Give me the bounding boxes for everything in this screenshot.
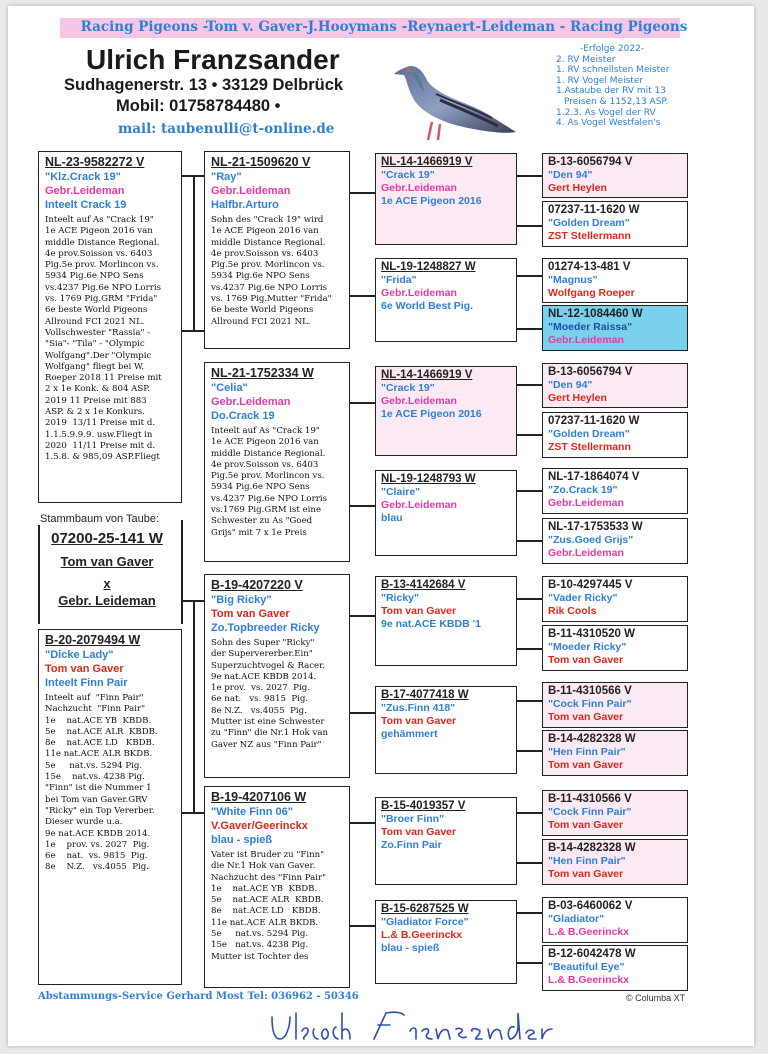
breeder-name: L.& B.Geerinckx (381, 929, 463, 941)
ring-number: B-11-4310566 V (548, 793, 632, 805)
ancestor-card-gen4[interactable] (542, 305, 688, 351)
pigeon-name: "Frida" (381, 274, 417, 286)
pigeon-name: "Moeder Ricky" (548, 641, 627, 653)
ancestor-card-gen4[interactable] (542, 412, 688, 458)
pigeon-name: "Den 94" (548, 169, 593, 181)
ring-number: B-13-6056794 V (548, 156, 633, 168)
breeder-name: Tom van Gaver (45, 663, 124, 675)
stammbaum-border (181, 520, 183, 624)
pigeon-name: "Ray" (211, 171, 242, 183)
connector-line (516, 962, 542, 964)
result-item: 4. As Vogel Westfalen's (556, 118, 661, 129)
pigeon-info: blau - spieß (381, 942, 440, 954)
pigeon-name: "Vader Ricky" (548, 592, 618, 604)
pigeon-name: "Klz.Crack 19" (45, 171, 121, 183)
pigeon-name: "Moeder Raissa" (548, 321, 633, 333)
result-item: 2. RV Meister (556, 54, 616, 65)
breeder-name: Tom van Gaver (548, 868, 624, 880)
pigeon-name: "Hen Finn Pair" (548, 855, 626, 867)
pigeon-name: "Ricky" (381, 592, 419, 604)
ring-number: NL-17-1864074 V (548, 471, 640, 483)
granddam-maternal-card[interactable] (204, 786, 350, 988)
pigeon-name: "Broer Finn" (381, 813, 445, 825)
ring-number: B-15-6287525 W (381, 903, 469, 915)
breeder-name: Tom van Gaver (548, 654, 624, 666)
ring-number: B-13-6056794 V (548, 366, 633, 378)
pigeon-name: "Crack 19" (381, 382, 435, 394)
ring-number: B-15-4019357 V (381, 800, 466, 812)
ancestor-card-gen3[interactable] (375, 470, 517, 556)
breeder-name: V.Gaver/Geerinckx (211, 820, 308, 832)
breeder-name: Rik Cools (548, 605, 597, 617)
connector-line (516, 648, 542, 650)
pigeon-name: "Beautiful Eye" (548, 961, 625, 973)
stammbaum-dam: Gebr. Leideman (58, 593, 156, 608)
connector-line (349, 822, 375, 824)
ring-number: B-20-2079494 W (45, 633, 141, 647)
pigeon-name: "Celia" (211, 382, 248, 394)
pigeon-info: Do.Crack 19 (211, 410, 275, 422)
connector-line (349, 295, 375, 297)
pigeon-name: "Cock Finn Pair" (548, 806, 632, 818)
grandsire-maternal-card[interactable] (204, 574, 350, 778)
pigeon-info: gehämmert (381, 728, 438, 740)
ancestor-card-gen3[interactable] (375, 366, 517, 456)
breeder-name: Tom van Gaver (381, 715, 457, 727)
ancestor-card-gen4[interactable] (542, 201, 688, 247)
ring-number: B-03-6460062 V (548, 900, 633, 912)
breeder-name: Gebr.Leideman (381, 499, 457, 511)
pigeon-name: "White Finn 06" (211, 806, 293, 818)
breeder-name: ZST Stellermann (548, 230, 631, 242)
ancestor-card-gen4[interactable] (542, 153, 688, 198)
pigeon-info: 6e World Best Pig. (381, 300, 473, 312)
ring-number: B-12-6042478 W (548, 948, 636, 960)
granddam-paternal-card[interactable] (204, 362, 350, 562)
stammbaum-ring: 07200-25-141 W (51, 530, 163, 547)
pigeon-info: 1e ACE Pigeon 2016 (381, 195, 482, 207)
handwritten-signature (266, 1005, 556, 1049)
ring-number: NL-21-1509620 V (211, 155, 311, 169)
breeder-name: Tom van Gaver (548, 711, 624, 723)
results-list (556, 44, 686, 129)
breeder-name: Gebr.Leideman (381, 182, 457, 194)
ring-number: 07237-11-1620 W (548, 415, 640, 427)
pedigree-service-footer: Abstammungs-Service Gerhard Most Tel: 036962 - 50346 (38, 991, 359, 1002)
breeder-name: Wolfgang Roeper (548, 287, 635, 299)
pigeon-name: "Den 94" (548, 379, 593, 391)
ring-number: NL-19-1248793 W (381, 473, 476, 485)
ancestor-card-gen3[interactable] (375, 153, 517, 245)
ancestor-card-gen3[interactable] (375, 258, 517, 342)
ring-number: NL-14-1466919 V (381, 369, 473, 381)
pigeon-name: "Dicke Lady" (45, 649, 114, 661)
connector-line (349, 925, 375, 927)
ancestor-card-gen3[interactable] (375, 900, 517, 984)
pigeon-description: Inteelt auf "Finn Pair" Nachzucht "Finn Pair" 1e nat.ACE YB KBDB. 5e nat.ACE ALR KBDB. 8e nat.ACE LD KBDB. 11e nat.ACE ALR BKDB. 5e nat.vs. 5294 Pig. 15e nat.vs. 4238 Pig. "Finn" ist die Nummer 1 bei Tom van Gaver.GRV "Ricky" ein Top Vererber. Dieser wurde u.a. 9e nat.ACE KBDB 2014. 1e prov. vs. 2027 Pig. 6e nat. vs. 9815 Pig. 8e N.Z. vs.4055 Pig. (45, 693, 158, 873)
grandsire-paternal-card[interactable] (204, 151, 350, 349)
connector-line (349, 402, 375, 404)
connector-line (516, 812, 542, 814)
ring-number: B-19-4207106 W (211, 790, 307, 804)
connector-line (516, 540, 542, 542)
connector-line (349, 505, 375, 507)
ring-number: B-14-4282328 W (548, 842, 636, 854)
pigeon-name: "Golden Dream" (548, 428, 630, 440)
breeder-name: Gebr.Leideman (548, 497, 624, 509)
connector-line (516, 700, 542, 702)
ring-number: NL-19-1248827 W (381, 261, 476, 273)
pigeon-name: "Zus.Finn 418" (381, 702, 456, 714)
connector-line (193, 600, 195, 813)
stammbaum-cross: x (103, 576, 111, 591)
pigeon-info: Zo.Topbreeder Ricky (211, 622, 320, 634)
connector-line (516, 598, 542, 600)
ring-number: NL-12-1084460 W (548, 308, 643, 320)
pigeon-name: "Zus.Goed Grijs" (548, 534, 634, 546)
breeder-name: Gebr.Leideman (548, 334, 624, 346)
result-item: 1.2.3. As Vogel der RV (556, 107, 656, 118)
mother-card[interactable] (38, 629, 182, 985)
pigeon-info: Inteelt Finn Pair (45, 677, 128, 689)
pigeon-photo (388, 48, 520, 144)
pigeon-name: "Zo.Crack 19" (548, 484, 618, 496)
result-item: 1.Astaube der RV mit 13 (556, 86, 666, 97)
breeder-name: Gebr.Leideman (45, 185, 125, 197)
breeder-name: Gebr.Leideman (381, 395, 457, 407)
ancestor-card-gen4[interactable] (542, 518, 688, 564)
connector-line (516, 384, 542, 386)
owner-name: Ulrich Franzsander (86, 44, 340, 75)
breeder-name: Gebr.Leideman (211, 185, 291, 197)
result-item: Preisen & 1152,13 ASP. (564, 96, 669, 107)
ring-number: NL-17-1753533 W (548, 521, 643, 533)
pigeon-info: 1e ACE Pigeon 2016 (381, 408, 482, 420)
pigeon-description: Inteelt auf As "Crack 19" 1e ACE Pigeon 2016 van middle Distance Regional. 4e prov.Soisson vs. 6403 Pig.5e prov. Morlincon vs. 5934 Pig.6e NPO Sens vs.4237 Pig.6e NPO Lorris vs. 1769 Pig.GRM "Frida" 6e beste World Pigeons Allround FCI 2021 NL. Vollschwester "Rassia" - "Sia"- "Tila" - "Olympic Wolfgang".Der "Olympic Wolfgang" fliegt bei W. Roeper 2018 11 Preise mit 2 x 1e Konk. & 804 ASP. 2019 11 Preise mit 883 ASP. & 2 x 1e Konkurs. 2019 13/11 Preise mit d. 1.1.5.9.9.9. usw.Fliegt in 2020 11/11 Preise mit d. 1.5.8. & 985,09 ASP.Fliegt (45, 215, 162, 463)
ancestor-card-gen4[interactable] (542, 258, 688, 303)
pigeon-name: "Claire" (381, 486, 421, 498)
stammbaum-label: Stammbaum von Taube: (40, 513, 160, 525)
breeder-name: ZST Stellermann (548, 441, 631, 453)
owner-address: Sudhagenerstr. 13 • 33129 Delbrück (64, 76, 344, 94)
ancestor-card-gen4[interactable] (542, 730, 688, 776)
result-item: 1. RV Vogel Meister (556, 75, 644, 86)
ring-number: B-11-4310566 V (548, 685, 632, 697)
ancestor-card-gen4[interactable] (542, 682, 688, 728)
father-card[interactable] (38, 151, 182, 503)
connector-line (193, 175, 195, 331)
pigeon-name: "Hen Finn Pair" (548, 746, 626, 758)
ring-number: B-17-4077418 W (381, 689, 469, 701)
pigeon-info: Halfbr.Arturo (211, 199, 279, 211)
connector-line (516, 434, 542, 436)
pigeon-description: Vater ist Bruder zu "Finn" die Nr.1 Hok van Gaver. Nachzucht des "Finn Pair" 1e nat.ACE YB KBDB. 5e nat.ACE ALR KBDB. 8e nat.ACE LD KBDB. 11e nat.ACE ALR BKDB. 5e nat.vs. 5294 Pig. 15e nat.vs. 4238 Pig. Mutter ist Tochter des (211, 850, 327, 962)
banner-title: Racing Pigeons -Tom v. Gaver-J.Hooymans -Reynaert-Leideman - Racing Pigeons (80, 19, 688, 35)
connector-line (516, 328, 542, 330)
ancestor-card-gen4[interactable] (542, 839, 688, 885)
breeder-name: Gebr.Leideman (548, 547, 624, 559)
results-heading: -Erfolge 2022- (580, 44, 645, 54)
connector-line (516, 750, 542, 752)
pigeon-name: "Big Ricky" (211, 594, 272, 606)
owner-phone: Mobil: 01758784480 • (116, 97, 281, 115)
ring-number: B-13-4142684 V (381, 579, 466, 591)
pigeon-name: "Crack 19" (381, 169, 435, 181)
connector-line (516, 912, 542, 914)
pigeon-description: Inteelt auf As "Crack 19" 1e ACE Pigeon 2016 van middle Distance Regional. 4e prov.Soisson vs. 6403 Pig.5e prov. Morlincon vs. 5934 Pig.6e NPO Sens vs.4237 Pig.6e NPO Lorris vs.1769 Pig.GRM ist eine Schwester zu As "Goed Grijs" mit 7 x 1e Preis (211, 426, 327, 538)
connector-line (349, 615, 375, 617)
pigeon-description: Sohn des Super "Ricky" der Supervererber.Ein" Superzuchtvogel & Racer. 9e nat.ACE KBDB 2014. 1e prov. vs. 2027 Pig. 6e nat. vs. 9815 Pig. 8e N.Z. vs.4055 Pig. Mutter ist eine Schwester zu "Finn" die Nr.1 Hok van Gaver NZ aus "Finn Pair" (211, 638, 329, 750)
ring-number: 01274-13-481 V (548, 261, 631, 273)
pigeon-info: blau (381, 512, 403, 524)
pigeon-info: blau - spieß (211, 834, 273, 846)
result-item: 1. RV schnellsten Meister (556, 65, 670, 76)
pigeon-description: Sohn des "Crack 19" wird 1e ACE Pigeon 2016 van middle Distance Regional. 4e prov.Soisson vs. 6403 Pig.5e prov. Morlincon vs. 5934 Pig.6e NPO Sens vs.4237 Pig.6e NPO Lorris vs. 1769 Pig.Mutter "Frida" 6e beste World Pigeons Allround FCI 2021 NL. (211, 215, 332, 327)
breeder-name: Tom van Gaver (211, 608, 290, 620)
breeder-name: Tom van Gaver (381, 605, 457, 617)
connector-line (516, 175, 542, 177)
ring-number: B-19-4207220 V (211, 578, 303, 592)
breeder-name: L.& B.Geerinckx (548, 974, 630, 986)
connector-line (349, 192, 375, 194)
connector-line (516, 225, 542, 227)
ring-number: NL-23-9582272 V (45, 155, 145, 169)
ring-number: 07237-11-1620 W (548, 204, 640, 216)
ancestor-card-gen4[interactable] (542, 363, 688, 408)
breeder-name: L.& B.Geerinckx (548, 926, 630, 938)
breeder-name: Gebr.Leideman (211, 396, 291, 408)
pigeon-name: "Golden Dream" (548, 217, 630, 229)
pigeon-info: 9e nat.ACE KBDB '1 (381, 618, 481, 630)
connector-line (349, 712, 375, 714)
pigeon-info: Inteelt Crack 19 (45, 199, 127, 211)
stammbaum-sire: Tom van Gaver (60, 554, 154, 569)
pigeon-name: "Cock Finn Pair" (548, 698, 632, 710)
stammbaum-border (38, 520, 40, 624)
ancestor-card-gen4[interactable] (542, 625, 688, 671)
owner-email: mail: taubenulli@t-online.de (118, 121, 335, 137)
breeder-name: Gert Heylen (548, 182, 607, 194)
ancestor-card-gen3[interactable] (375, 686, 517, 774)
ring-number: B-10-4297445 V (548, 579, 633, 591)
connector-line (516, 275, 542, 277)
ancestor-card-gen4[interactable] (542, 576, 688, 622)
pigeon-name: "Gladiator" (548, 913, 605, 925)
breeder-name: Tom van Gaver (548, 759, 624, 771)
breeder-name: Tom van Gaver (548, 819, 624, 831)
breeder-name: Tom van Gaver (381, 826, 457, 838)
ring-number: B-14-4282328 W (548, 733, 636, 745)
breeder-name: Gert Heylen (548, 392, 607, 404)
connector-line (516, 490, 542, 492)
ring-number: NL-21-1752334 W (211, 366, 314, 380)
pigeon-name: "Magnus" (548, 274, 598, 286)
ring-number: NL-14-1466919 V (381, 156, 473, 168)
ancestor-card-gen4[interactable] (542, 468, 688, 514)
ancestor-card-gen4[interactable] (542, 945, 688, 991)
pigeon-info: Zo.Finn Pair (381, 839, 442, 851)
copyright-notice: © Columba XT (626, 993, 686, 1003)
ancestor-card-gen3[interactable] (375, 797, 517, 885)
connector-line (516, 862, 542, 864)
ring-number: B-11-4310520 W (548, 628, 635, 640)
ancestor-card-gen4[interactable] (542, 897, 688, 943)
ancestor-card-gen4[interactable] (542, 790, 688, 836)
ancestor-card-gen3[interactable] (375, 576, 517, 666)
pigeon-name: "Gladiator Force" (381, 916, 469, 928)
breeder-name: Gebr.Leideman (381, 287, 457, 299)
